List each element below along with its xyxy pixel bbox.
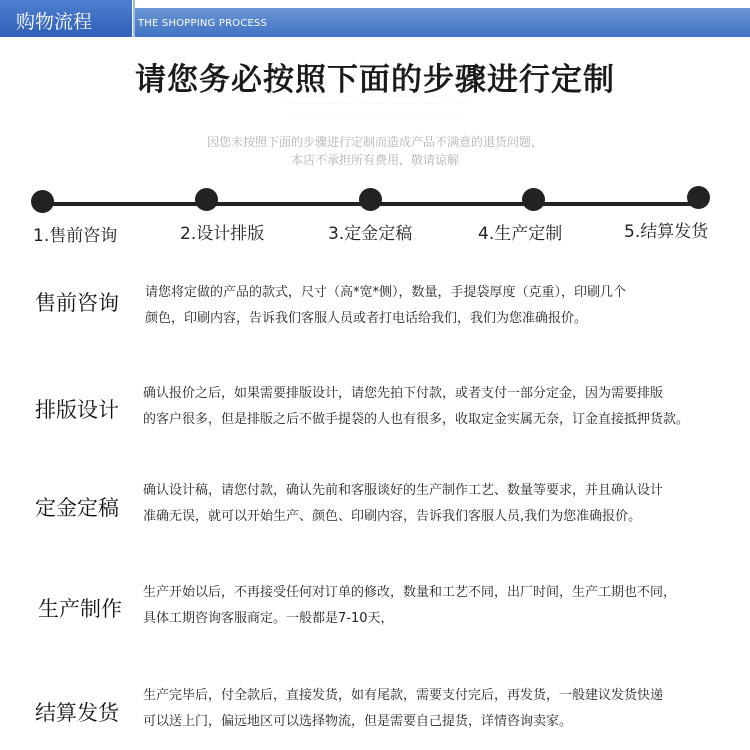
section-text-deposit	[143, 478, 748, 530]
header-tab	[0, 0, 133, 37]
step-label-3: 3.定金定稿	[328, 224, 413, 244]
step-dot-5	[687, 186, 710, 209]
section-text-design	[143, 381, 748, 433]
page-title: 请您务必按照下面的步骤进行定制	[135, 62, 615, 98]
step-label-5: 5.结算发货	[624, 222, 709, 242]
section-text-line: 颜色，印刷内容，告诉我们客服人员或者打电话给我们，我们为您准确报价。	[145, 311, 588, 326]
step-dot-3	[359, 188, 382, 211]
step-dot-2	[195, 188, 218, 211]
decorative-faint-text: · · · · · · · · · · · · · · · · · · · · · · · · · · · · · · · · · · · · · · · · · · · ·	[284, 101, 466, 107]
section-title-production: 生产制作	[38, 597, 122, 621]
section-text-consult	[145, 280, 750, 332]
step-dot-1	[31, 190, 54, 213]
header-english-label: THE SHOPPING PROCESS	[138, 18, 268, 29]
header-tab-label: 购物流程	[16, 11, 93, 33]
step-label-4: 4.生产定制	[478, 224, 563, 244]
section-text-line: 生产开始以后，不再接受任何对订单的修改，数量和工艺不同，出厂时间，生产工期也不同，	[143, 585, 677, 600]
section-text-production	[143, 580, 748, 632]
notice-line-1: 因您未按照下面的步骤进行定制而造成产品不满意的退货问题，	[206, 135, 543, 149]
section-text-line: 请您将定做的产品的款式，尺寸（高*宽*侧），数量，手提袋厚度（克重），印刷几个	[145, 285, 627, 300]
notice-line-2: 本店不承担所有费用，敬请谅解	[290, 153, 459, 167]
section-text-line: 确认报价之后，如果需要排版设计，请您先拍下付款，或者支付一部分定金，因为需要排版	[143, 386, 664, 401]
step-label-2: 2.设计排版	[180, 224, 265, 244]
section-text-line: 可以送上门，偏远地区可以选择物流，但是需要自己提货，详情咨询卖家。	[143, 714, 573, 729]
section-title-consult: 售前咨询	[35, 291, 119, 315]
step-label-1: 1.售前咨询	[33, 226, 118, 246]
section-title-deposit: 定金定稿	[35, 496, 119, 520]
section-title-design: 排版设计	[35, 398, 119, 422]
section-title-settlement: 结算发货	[35, 701, 119, 725]
section-text-line: 的客户很多，但是排版之后不做手提袋的人也有很多，收取定金实属无奈，订金直接抵押货款。	[143, 412, 690, 427]
section-text-settlement	[143, 683, 748, 735]
step-dot-4	[522, 188, 545, 211]
section-text-line: 具体工期咨询客服商定。一般都是7-10天，	[143, 611, 394, 626]
section-text-line: 生产完毕后，付全款后，直接发货，如有尾款，需要支付完后，再发货，一般建议发货快递	[143, 688, 664, 703]
section-text-line: 确认设计稿，请您付款，确认先前和客服谈好的生产制作工艺、数量等要求，并且确认设计	[143, 483, 664, 498]
decorative-faint-text: · · · · · · · · · · · · · · · · · · · · · · · · · · · · · · · · · · · · · · · · · ·	[288, 112, 462, 118]
section-text-line: 准确无误，就可以开始生产、颜色、印刷内容，告诉我们客服人员,我们为您准确报价。	[143, 509, 642, 524]
